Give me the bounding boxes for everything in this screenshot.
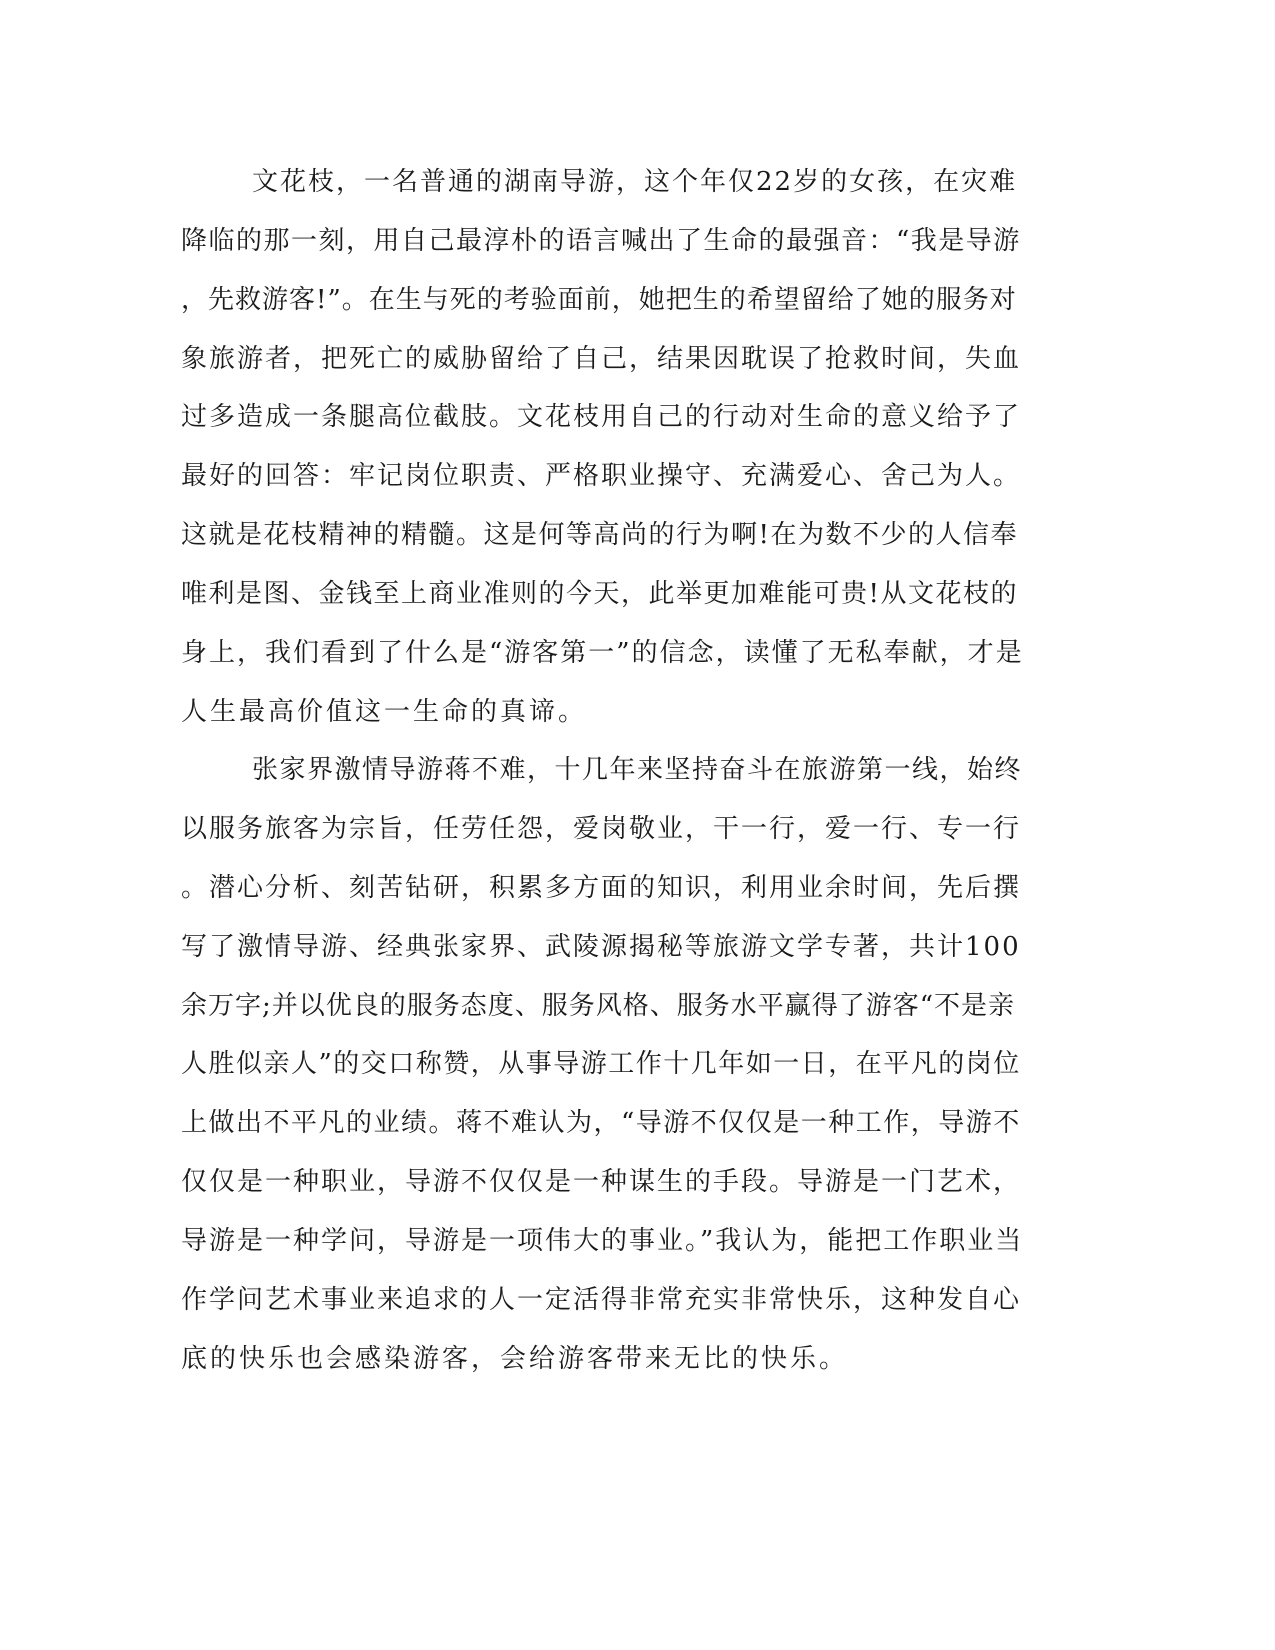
paragraph-1-line-6: 最好的回答：牢记岗位职责、严格职业操守、充满爱心、舍己为人。 [181,461,1022,491]
paragraph-2-line-3: 。潜心分析、刻苦钻研，积累多方面的知识，利用业余时间，先后撰 [181,873,1022,903]
paragraph-2-line-11: 底的快乐也会感染游客，会给游客带来无比的快乐。 [181,1344,849,1374]
paragraph-2-line-7: 上做出不平凡的业绩。蒋不难认为，“导游不仅仅是一种工作，导游不 [181,1108,1021,1138]
paragraph-2-line-8: 仅仅是一种职业，导游不仅仅是一种谋生的手段。导游是一门艺术， [181,1167,1022,1197]
paragraph-1-line-2: 降临的那一刻，用自己最淳朴的语言喊出了生命的最强音：“我是导游 [181,226,1021,256]
paragraph-1-line-9: 身上，我们看到了什么是“游客第一”的信念，读懂了无私奉献，才是 [181,638,1024,668]
paragraph-1-line-10: 人生最高价值这一生命的真谛。 [181,697,588,727]
paragraph-2-line-4: 写了激情导游、经典张家界、武陵源揭秘等旅游文学专著，共计100 [181,932,1021,962]
paragraph-1-line-1: 文花枝，一名普通的湖南导游，这个年仅22岁的女孩，在灾难 [252,167,1018,197]
paragraph-1-line-7: 这就是花枝精神的精髓。这是何等高尚的行为啊!在为数不少的人信奉 [181,520,1018,550]
paragraph-2-line-10: 作学问艺术事业来追求的人一定活得非常充实非常快乐，这种发自心 [181,1285,1022,1315]
paragraph-2-line-5: 余万字;并以优良的服务态度、服务风格、服务水平赢得了游客“不是亲 [181,991,1016,1021]
paragraph-2-line-1: 张家界激情导游蒋不难，十几年来坚持奋斗在旅游第一线，始终 [252,755,1023,785]
paragraph-1-line-8: 唯利是图、金钱至上商业准则的今天，此举更加难能可贵!从文花枝的 [181,579,1018,609]
paragraph-2-line-9: 导游是一种学问，导游是一项伟大的事业。”我认为，能把工作职业当 [181,1226,1024,1256]
paragraph-1-line-5: 过多造成一条腿高位截肢。文花枝用自己的行动对生命的意义给予了 [181,402,1022,432]
paragraph-2-line-2: 以服务旅客为宗旨，任劳任怨，爱岗敬业，干一行，爱一行、专一行 [181,814,1022,844]
paragraph-1-line-4: 象旅游者，把死亡的威胁留给了自己，结果因耽误了抢救时间，失血 [181,344,1022,374]
paragraph-2-line-6: 人胜似亲人”的交口称赞，从事导游工作十几年如一日，在平凡的岗位 [181,1049,1021,1079]
paragraph-1-line-3: ，先救游客!”。在生与死的考验面前，她把生的希望留给了她的服务对 [181,285,1017,315]
